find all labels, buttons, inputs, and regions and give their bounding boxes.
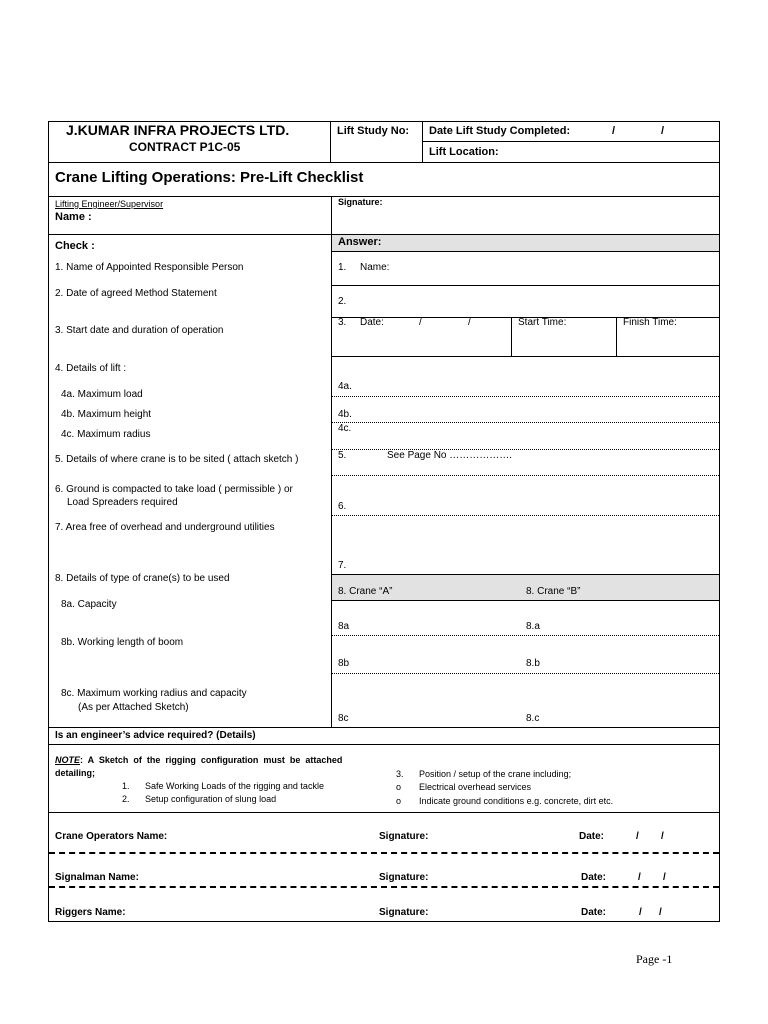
answer-3-slash-1: / (419, 317, 422, 328)
answer-header: Answer: (338, 236, 382, 248)
check-item-2: 2. Date of agreed Method Statement (55, 288, 217, 299)
answer-4b-field[interactable]: 4b. (338, 409, 352, 420)
contract-number: CONTRACT P1C-05 (129, 140, 241, 154)
signalman-date-slash-2: / (663, 872, 666, 883)
check-item-6-cont: Load Spreaders required (67, 497, 178, 508)
answer-8a-crane-b[interactable]: 8.a (526, 621, 540, 632)
check-item-4a: 4a. Maximum load (61, 389, 143, 400)
riggers-date-slash-2: / (659, 907, 662, 918)
note-list-3b: Indicate ground conditions e.g. concrete, dirt etc. (419, 796, 614, 806)
date-slash-2: / (661, 125, 665, 137)
crane-operator-date-label: Date: (579, 831, 605, 842)
note-body: : A Sketch of the rigging configuration must be attached (80, 755, 343, 765)
page-title: Crane Lifting Operations: Pre-Lift Checklist (55, 169, 364, 186)
answer-1-num: 1. (338, 262, 347, 273)
riggers-date-label: Date: (581, 907, 607, 918)
riggers-signature-label: Signature: (379, 907, 429, 918)
note-text (55, 756, 342, 765)
answer-8c-crane-b[interactable]: 8.c (526, 713, 540, 724)
signalman-date-label: Date: (581, 872, 607, 883)
date-slash-1: / (612, 125, 616, 137)
answer-1-field[interactable]: Name: (360, 262, 390, 273)
crane-operator-name-label: Crane Operators Name: (55, 831, 168, 842)
check-item-8c: 8c. Maximum working radius and capacity (61, 688, 247, 699)
answer-5-num: 5. (338, 450, 347, 461)
answer-8a-crane-a[interactable]: 8a (338, 621, 350, 632)
crane-b-header: 8. Crane “B” (526, 586, 581, 597)
answer-8b-crane-a[interactable]: 8b (338, 658, 350, 669)
date-completed-label: Date Lift Study Completed: (429, 125, 571, 137)
check-header: Check : (55, 240, 95, 252)
crane-operator-signature-label: Signature: (379, 831, 429, 842)
finish-time-field[interactable]: Finish Time: (623, 317, 677, 328)
engineer-signature-label: Signature: (338, 197, 383, 207)
check-item-4: 4. Details of lift : (55, 363, 127, 374)
note-list-2-num: 2. (122, 794, 130, 804)
note-detailing: detailing; (55, 768, 95, 778)
answer-2-field[interactable]: 2. (338, 296, 347, 307)
note-list-1-num: 1. (122, 781, 130, 791)
signalman-date-slash-1: / (638, 872, 641, 883)
note-list-3a: Electrical overhead services (419, 782, 532, 792)
riggers-date-slash-1: / (639, 907, 642, 918)
answer-7-field[interactable]: 7. (338, 560, 347, 571)
answer-8b-crane-b[interactable]: 8.b (526, 658, 540, 669)
note-list-1: Safe Working Loads of the rigging and tackle (145, 781, 324, 791)
crane-operator-date-slash-2: / (661, 831, 664, 842)
engineer-advice-label: Is an engineer’s advice required? (Details) (55, 730, 256, 741)
company-name: J.KUMAR INFRA PROJECTS LTD. (66, 122, 290, 138)
answer-3-slash-2: / (468, 317, 471, 328)
check-item-7: 7. Area free of overhead and underground utilities (55, 522, 275, 533)
check-item-4b: 4b. Maximum height (61, 409, 152, 420)
start-time-field[interactable]: Start Time: (518, 317, 567, 328)
check-item-8b: 8b. Working length of boom (61, 637, 184, 648)
check-item-6: 6. Ground is compacted to take load ( permissible ) or (55, 484, 293, 495)
crane-a-header: 8. Crane “A” (338, 586, 393, 597)
answer-8c-crane-a[interactable]: 8c (338, 713, 349, 724)
page-number: Page -1 (636, 952, 673, 966)
check-item-8c-cont: (As per Attached Sketch) (78, 702, 189, 713)
note-list-3: Position / setup of the crane including; (419, 769, 572, 779)
check-item-1: 1. Name of Appointed Responsible Person (55, 262, 244, 273)
answer-5-field[interactable]: See Page No ………………. (387, 450, 513, 461)
lift-study-no-label: Lift Study No: (337, 125, 410, 137)
check-item-5: 5. Details of where crane is to be sited ( attach sketch ) (55, 454, 299, 465)
riggers-name-label: Riggers Name: (55, 907, 126, 918)
signalman-name-label: Signalman Name: (55, 872, 139, 883)
crane-operator-date-slash-1: / (636, 831, 639, 842)
note-label: NOTE (55, 755, 81, 765)
answer-6-field[interactable]: 6. (338, 501, 347, 512)
engineer-label: Lifting Engineer/Supervisor (55, 199, 164, 209)
note-list-3-num: 3. (396, 769, 404, 779)
signalman-signature-label: Signature: (379, 872, 429, 883)
note-bullet-1: o (396, 782, 402, 792)
answer-4a-field[interactable]: 4a. (338, 381, 352, 392)
check-item-3: 3. Start date and duration of operation (55, 325, 224, 336)
answer-3-date[interactable]: Date: (360, 317, 384, 328)
lift-location-label: Lift Location: (429, 146, 499, 158)
check-item-4c: 4c. Maximum radius (61, 429, 151, 440)
engineer-name-label: Name : (55, 211, 92, 223)
answer-3-num: 3. (338, 317, 347, 328)
check-item-8a: 8a. Capacity (61, 599, 117, 610)
note-list-2: Setup configuration of slung load (145, 794, 277, 804)
note-bullet-2: o (396, 796, 402, 806)
answer-4c-field[interactable]: 4c. (338, 423, 352, 434)
check-item-8: 8. Details of type of crane(s) to be used (55, 573, 230, 584)
